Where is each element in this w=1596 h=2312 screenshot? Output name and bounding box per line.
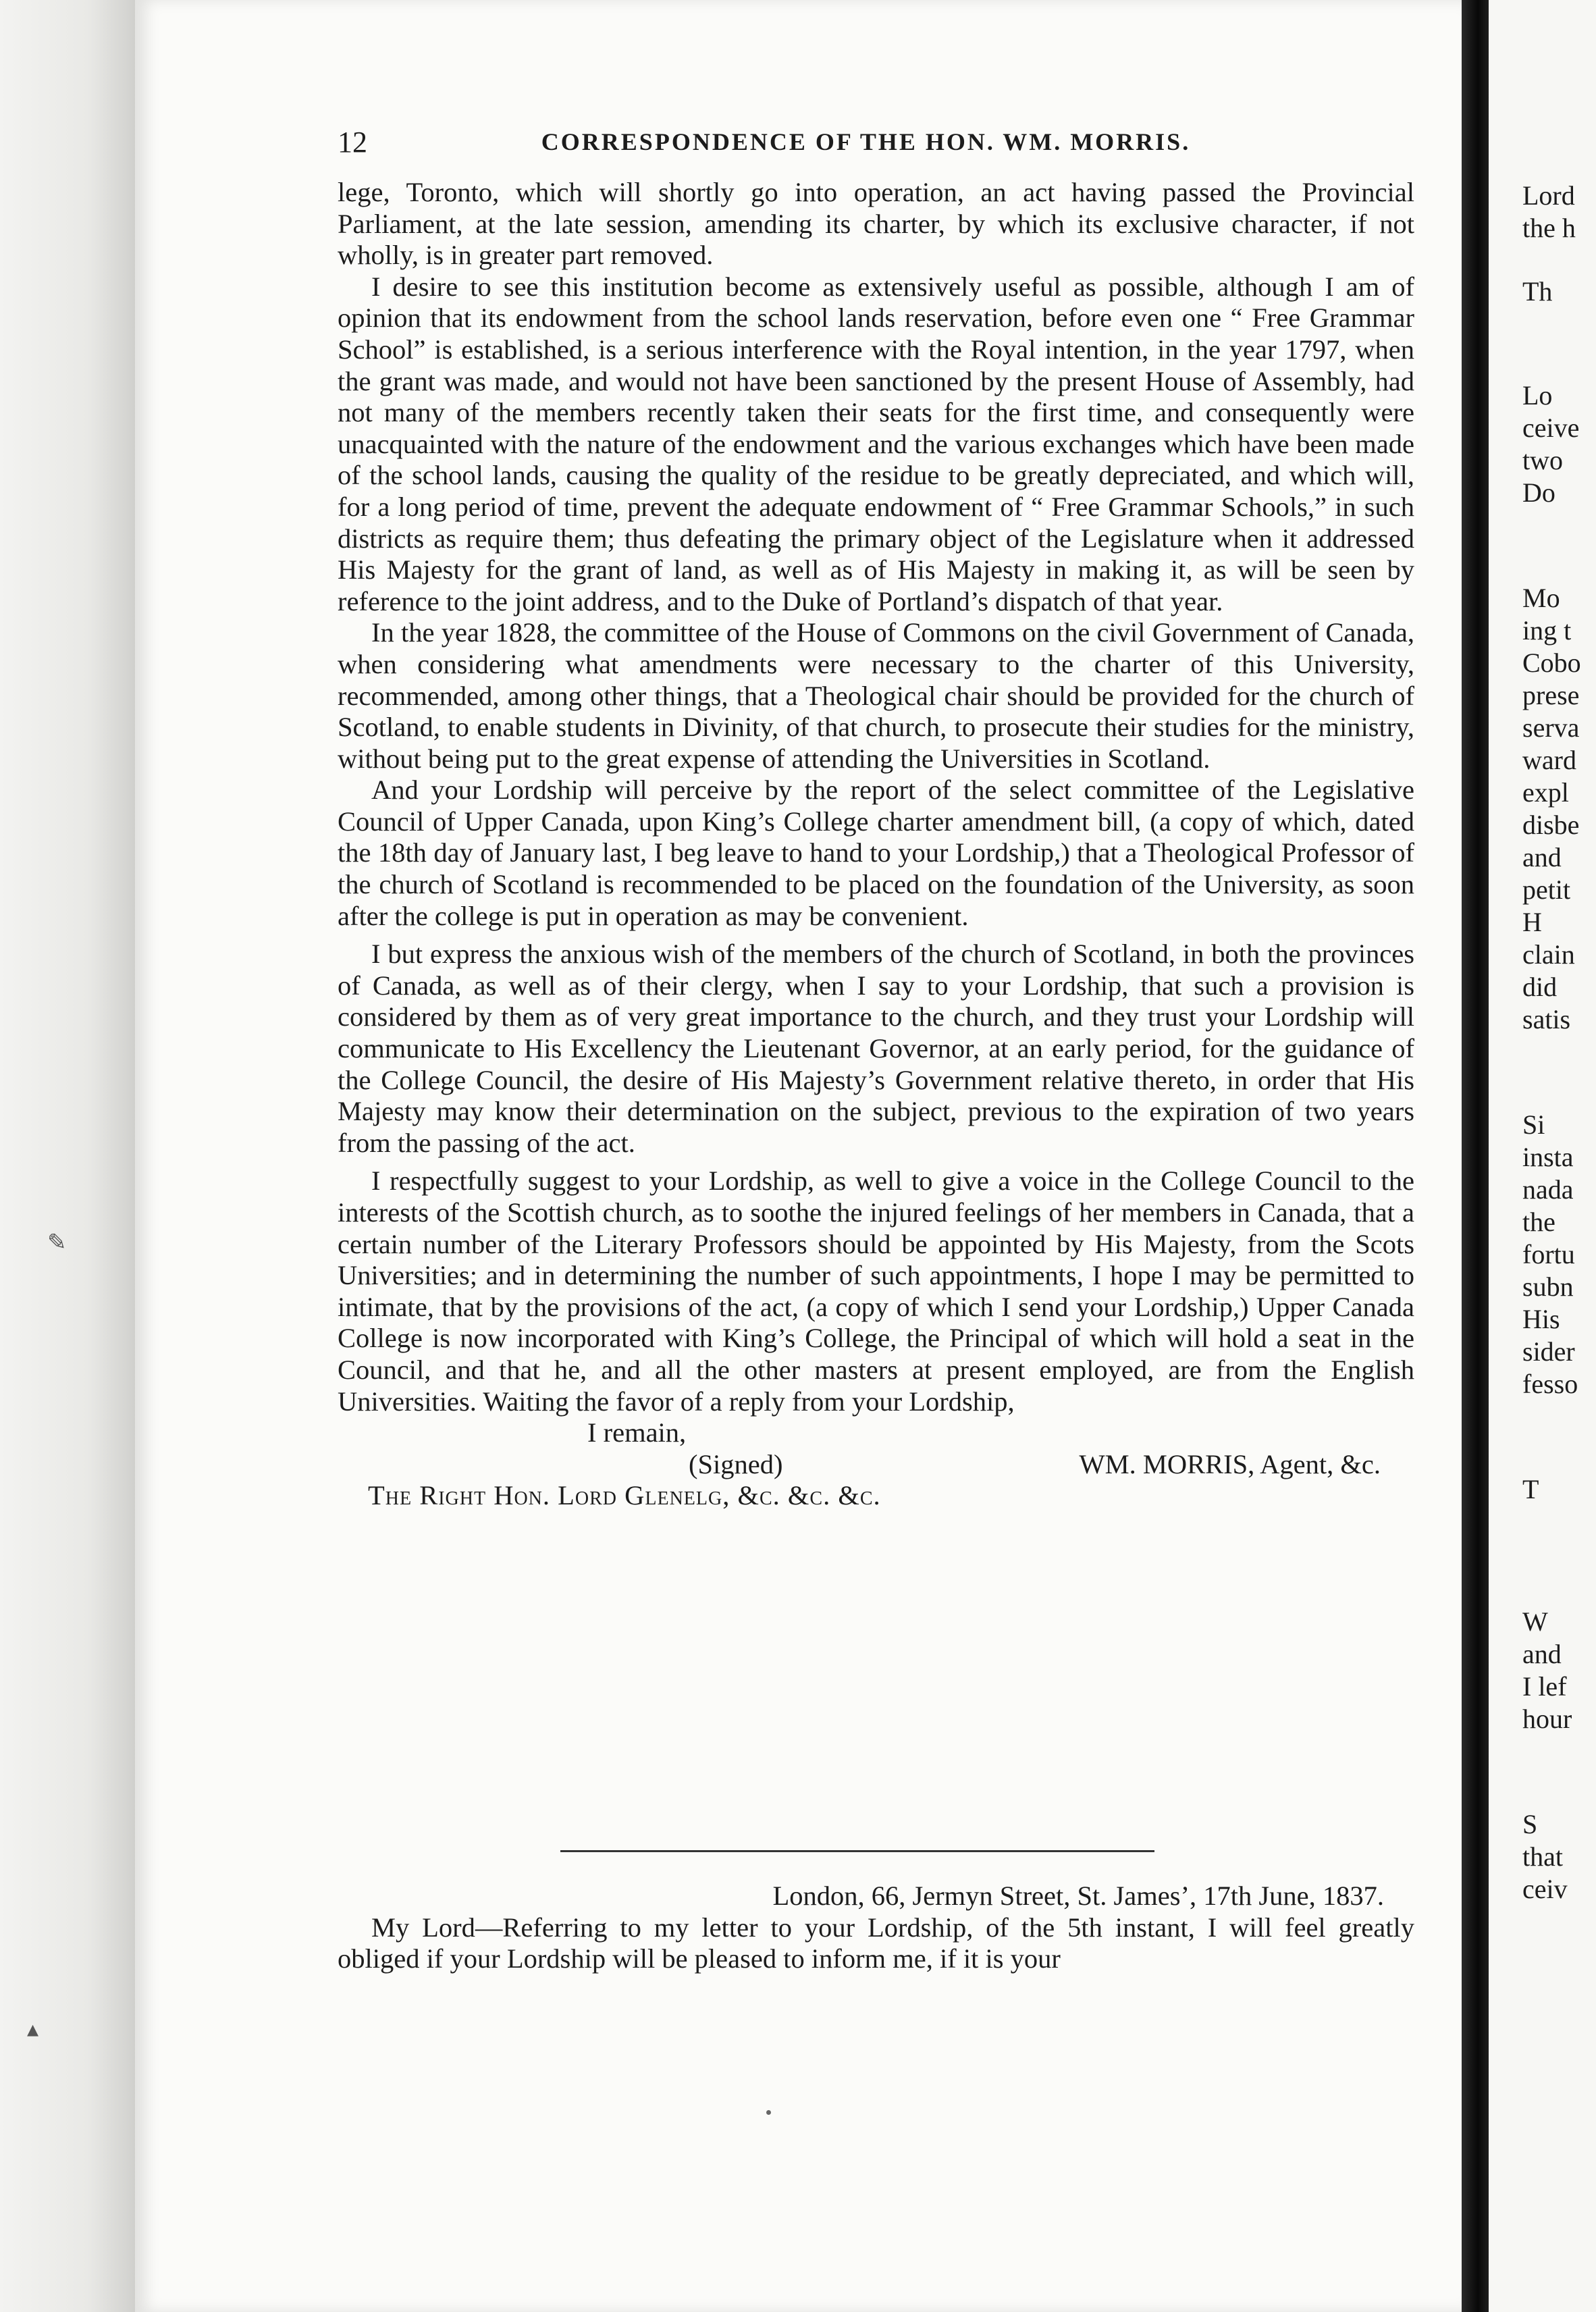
facing-page-fragment: prese <box>1522 680 1580 710</box>
facing-page-fragment: Cobo <box>1522 648 1581 678</box>
paragraph: I respectfully suggest to your Lordship, as well to give a voice in the College Council to the interests of the Scottish church, as to soothe the injured feelings of her members in Canada, that a certain number of the Literary Professors should be appointed by His Majesty, from the Scots Universities; and in determining the number of such appointments, I hope I may be permitted to intimate, that by the provisions of the act, (a copy of which I send your Lordship,) Upper Canada College is now incorporated with King’s College, the Principal of which will hold a seat in the Council, and that he, and all the other masters at present employed, are from the English Universities. Waiting the favor of a reply from your Lordship, <box>338 1165 1414 1417</box>
book-gutter <box>1462 0 1489 2312</box>
signature-line <box>338 1449 1414 1481</box>
facing-page-fragment: W <box>1522 1606 1548 1637</box>
facing-page-fragment: disbe <box>1522 810 1580 840</box>
facing-page-fragment: ing t <box>1522 615 1572 646</box>
paragraph: I desire to see this institution become as extensively useful as possible, although I am of opinion that its endowment from the school lands reservation, before even one “ Free Grammar School” is established, is a serious interference with the Royal intention, in the year 1797, when the grant was made, and would not have been sanctioned by the present House of Assembly, had not many of the members recently taken their seats for the first time, and consequently were unacquainted with the nature of the endowment and the various exchanges which have been made of the school lands, causing the quality of the residue to be greatly depreciated, and which will, for a long period of time, prevent the adequate endowment of “ Free Grammar Schools,” in such districts as require them; thus defeating the primary object of the Legislature when it addressed His Majesty for the grant of land, as well as of His Majesty in making it, as will be seen by reference to the joint address, and to the Duke of Portland’s dispatch of that year. <box>338 271 1414 616</box>
facing-page-fragment: satis <box>1522 1004 1571 1034</box>
facing-page-fragment: Lord <box>1522 180 1575 211</box>
facing-page-fragment: Si <box>1522 1109 1545 1140</box>
facing-page-fragment: two <box>1522 445 1563 475</box>
facing-page-fragment: insta <box>1522 1142 1574 1172</box>
addressee: The Right Hon. Lord Glenelg, &c. &c. &c. <box>368 1480 881 1511</box>
facing-page-fragment: did <box>1522 972 1558 1002</box>
facing-page-fragment: T <box>1522 1474 1539 1504</box>
facing-page-fragment: Mo <box>1522 583 1560 613</box>
closing-salutation: I remain, <box>587 1417 687 1448</box>
letter-body <box>338 177 1414 1512</box>
facing-page-fragment: H <box>1522 907 1542 937</box>
paragraph: And your Lordship will perceive by the report of the select committee of the Legislative Council of Upper Canada, upon King’s College charter amendment bill, (a copy of which, dated the 18th day of January last, I beg leave to hand to your Lordship,) that a Theological Professor of the church of Scotland is recommended to be placed on the foundation of the University, as soon after the college is put in operation as may be convenient. <box>338 774 1414 931</box>
facing-page-fragment: the <box>1522 1207 1555 1237</box>
margin-mark: ▴ <box>27 2017 39 2042</box>
facing-page-fragment: expl <box>1522 777 1569 808</box>
signed-note: (Signed) <box>689 1448 783 1479</box>
facing-page-fragment: petit <box>1522 874 1571 905</box>
facing-page-fragment: Lo <box>1522 380 1553 411</box>
running-title: CORRESPONDENCE OF THE HON. WM. MORRIS. <box>541 128 1191 155</box>
facing-page-fragment: and <box>1522 842 1562 872</box>
facing-page-fragment: Do <box>1522 477 1555 508</box>
facing-page-fragment: S <box>1522 1809 1538 1839</box>
facing-page-fragment: sider <box>1522 1336 1575 1367</box>
facing-page-fragment: I lef <box>1522 1671 1567 1702</box>
facing-page-fragment: that <box>1522 1841 1563 1872</box>
margin-mark: ✎ <box>47 1230 67 1255</box>
facing-page-fragment: hour <box>1522 1704 1572 1734</box>
facing-page-fragment: His <box>1522 1304 1560 1334</box>
facing-page-fragment: Th <box>1522 276 1553 307</box>
signer-name: WM. MORRIS, Agent, &c. <box>1079 1448 1381 1479</box>
paragraph: lege, Toronto, which will shortly go into operation, an act having passed the Provincial Parliament, at the late session, amending its charter, by which its exclusive character, if not wholly, is in greater part removed. <box>338 177 1414 271</box>
facing-page-fragment: ceiv <box>1522 1874 1568 1904</box>
letter-closing <box>338 1417 1414 1512</box>
facing-page-fragment: ceive <box>1522 413 1580 443</box>
paragraph: My Lord—Referring to my letter to your Lordship, of the 5th instant, I will feel greatly obliged if your Lordship will be pleased to inform me, if it is your <box>338 1912 1414 1974</box>
section-divider <box>560 1850 1154 1852</box>
second-letter <box>338 1881 1414 1975</box>
facing-page-fragment: nada <box>1522 1174 1574 1205</box>
running-header <box>338 125 1394 165</box>
facing-page-fragment: and <box>1522 1639 1562 1669</box>
left-page-edge <box>0 0 135 2312</box>
paragraph: In the year 1828, the committee of the House of Commons on the civil Government of Canada, when considering what amendments were necessary to the charter of this University, recommended, among other things, that a Theological chair should be provided for the church of Scotland, to enable students in Divinity, of that church, to prosecute their studies for the ministry, without being put to the great expense of attending the Universities in Scotland. <box>338 617 1414 774</box>
letter-dateline: London, 66, Jermyn Street, St. James’, 17th June, 1837. <box>772 1881 1384 1911</box>
paragraph: I but express the anxious wish of the members of the church of Scotland, in both the provinces of Canada, as well as of their clergy, when I say to your Lordship, that such a provision is considered by them as of very great importance to the church, and they trust your Lordship will communicate to His Excellency the Lieutenant Governor, at an early period, for the guidance of the College Council, the desire of His Majesty’s Government relative thereto, in order that His Majesty may know their determination on the subject, previous to the expiration of two years from the passing of the act. <box>338 939 1414 1158</box>
page-speck <box>766 2110 771 2115</box>
facing-page-fragment: serva <box>1522 712 1580 743</box>
facing-page-fragment: fesso <box>1522 1369 1578 1399</box>
facing-page-fragment: clain <box>1522 939 1575 970</box>
facing-page-fragment: subn <box>1522 1271 1574 1302</box>
facing-page-fragment: the h <box>1522 213 1576 243</box>
page-number: 12 <box>338 126 367 159</box>
facing-page-edge <box>1489 0 1596 2312</box>
facing-page-fragment: fortu <box>1522 1239 1575 1269</box>
facing-page-fragment: ward <box>1522 745 1576 775</box>
